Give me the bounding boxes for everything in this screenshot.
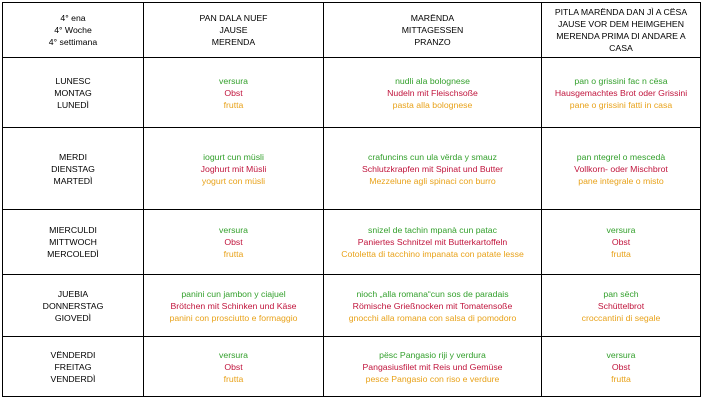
- dish-italian: gnocchi alla romana con salsa di pomodoro: [348, 312, 517, 323]
- dish-ladin: iogurt cun müsli: [203, 151, 264, 162]
- dish-german: Vollkorn- oder Mischbrot: [574, 163, 668, 174]
- day-name-ladin: VËNDERDI: [50, 349, 96, 360]
- dish-german: Obst: [224, 87, 243, 98]
- afternoon-snack-cell: [542, 275, 701, 337]
- dish-ladin: versura: [219, 75, 248, 86]
- header-line: PAN DALA NUEF: [199, 13, 268, 23]
- lunch-cell: [324, 275, 542, 337]
- dish-german: Schüttelbrot: [597, 300, 645, 311]
- dish-italian: croccantini di segale: [581, 312, 661, 323]
- dish-german: Hausgemachtes Brot oder Grissini: [554, 87, 688, 98]
- dish-german: Pangasiusfilet mit Reis und Gemüse: [362, 361, 503, 372]
- afternoon-snack-cell: [542, 58, 701, 128]
- header-line: PITLA MARËNDA DAN JÌ A CËSA: [554, 7, 688, 17]
- dish-italian: Mezzelune agli spinaci con burro: [369, 175, 496, 186]
- day-row-friday: [3, 337, 701, 397]
- day-name-german: MONTAG: [54, 87, 92, 98]
- lunch-cell: [324, 58, 542, 128]
- morning-snack-cell: [144, 210, 324, 275]
- dish-italian: Cotoletta di tacchino impanata con patate lesse: [341, 249, 524, 259]
- header-line: PRANZO: [414, 37, 451, 47]
- day-name-ladin: MIERCULDI: [49, 225, 97, 235]
- dish-ladin: pësc Pangasio riji y verdura: [379, 349, 486, 360]
- dish-ladin: versura: [219, 349, 248, 360]
- header-row: [3, 3, 701, 58]
- dish-german: Nudeln mit Fleischsoße: [387, 87, 478, 98]
- afternoon-snack-cell: [542, 128, 701, 210]
- header-line: JAUSE VOR DEM HEIMGEHEN: [558, 19, 684, 29]
- dish-ladin: panini cun jambon y ciajuel: [181, 288, 286, 299]
- dish-german: Obst: [224, 361, 243, 372]
- day-name-german: DONNERSTAG: [42, 300, 104, 311]
- day-name-italian: GIOVEDÌ: [54, 312, 92, 323]
- day-name-cell: [3, 337, 144, 397]
- day-name-italian: VENDERDÌ: [50, 373, 96, 384]
- header-line: MITTAGESSEN: [401, 25, 464, 35]
- dish-italian: frutta: [223, 99, 244, 110]
- day-row-tuesday: [3, 128, 701, 210]
- dish-german: Joghurt mit Müsli: [200, 163, 267, 174]
- day-name-cell: [3, 275, 144, 337]
- day-name-italian: MARTEDÌ: [53, 175, 93, 186]
- week-label-italian: 4° settimana: [48, 37, 98, 47]
- weekly-menu-table: [2, 2, 701, 397]
- morning-snack-cell: [144, 275, 324, 337]
- dish-german: Paniertes Schnitzel mit Butterkartoffeln: [357, 237, 508, 247]
- dish-ladin: versura: [606, 225, 636, 235]
- dish-german: Obst: [611, 361, 631, 372]
- dish-italian: pane integrale o misto: [578, 175, 664, 186]
- header-line: CASA: [609, 43, 633, 53]
- week-label-cell: [3, 3, 144, 58]
- dish-german: Obst: [224, 237, 243, 247]
- day-name-cell: [3, 128, 144, 210]
- dish-german: Römische Grießnocken mit Tomatensoße: [352, 300, 513, 311]
- day-name-german: FREITAG: [54, 361, 92, 372]
- day-row-monday: [3, 58, 701, 128]
- header-morning-snack: [144, 3, 324, 58]
- week-label-ladin: 4° ena: [60, 13, 86, 23]
- day-name-ladin: LUNESC: [55, 75, 91, 86]
- dish-german: Schlutzkrapfen mit Spinat und Butter: [361, 163, 503, 174]
- week-label-german: 4° Woche: [54, 25, 92, 35]
- header-line: MERENDA PRIMA DI ANDARE A: [556, 31, 686, 41]
- header-afternoon-snack: [542, 3, 701, 58]
- header-line: MARËNDA: [410, 13, 455, 23]
- dish-ladin: versura: [219, 225, 248, 235]
- dish-italian: frutta: [611, 249, 631, 259]
- day-name-german: DIENSTAG: [51, 163, 95, 174]
- day-name-italian: LUNEDÌ: [57, 99, 89, 110]
- dish-italian: panini con prosciutto e formaggio: [169, 312, 298, 323]
- afternoon-snack-cell: [542, 337, 701, 397]
- dish-italian: pasta alla bolognese: [392, 99, 473, 110]
- dish-ladin: pan sëch: [603, 288, 639, 299]
- dish-ladin: versura: [606, 349, 636, 360]
- dish-ladin: crafuncins cun ula vërda y smauz: [368, 151, 497, 162]
- morning-snack-cell: [144, 128, 324, 210]
- dish-ladin: nudli ala bolognese: [395, 75, 470, 86]
- day-name-cell: [3, 58, 144, 128]
- day-name-cell: [3, 210, 144, 275]
- lunch-cell: [324, 337, 542, 397]
- dish-ladin: pan o grissini fac n cësa: [574, 75, 668, 86]
- afternoon-snack-cell: [542, 210, 701, 275]
- day-row-wednesday: [3, 210, 701, 275]
- dish-italian: pane o grissini fatti in casa: [569, 99, 673, 110]
- header-lunch: [324, 3, 542, 58]
- dish-german: Obst: [611, 237, 631, 247]
- dish-italian: yogurt con müsli: [201, 175, 266, 186]
- morning-snack-cell: [144, 58, 324, 128]
- day-name-italian: MERCOLEDÌ: [47, 249, 99, 259]
- day-name-ladin: JUEBIA: [57, 288, 89, 299]
- header-line: JAUSE: [219, 25, 248, 35]
- dish-ladin: nioch „alla romana“cun sos de paradais: [356, 288, 509, 299]
- dish-italian: frutta: [611, 373, 631, 384]
- dish-german: Brötchen mit Schinken und Käse: [170, 300, 297, 311]
- dish-ladin: snizel de tachin mpanà cun patac: [368, 225, 497, 235]
- day-name-german: MITTWOCH: [49, 237, 97, 247]
- dish-italian: frutta: [223, 249, 244, 259]
- lunch-cell: [324, 128, 542, 210]
- header-line: MERENDA: [211, 37, 256, 47]
- dish-italian: pesce Pangasio con riso e verdure: [365, 373, 500, 384]
- morning-snack-cell: [144, 337, 324, 397]
- lunch-cell: [324, 210, 542, 275]
- dish-ladin: pan ntegrel o mescedà: [576, 151, 666, 162]
- day-name-ladin: MERDI: [59, 151, 87, 162]
- day-row-thursday: [3, 275, 701, 337]
- dish-italian: frutta: [223, 373, 244, 384]
